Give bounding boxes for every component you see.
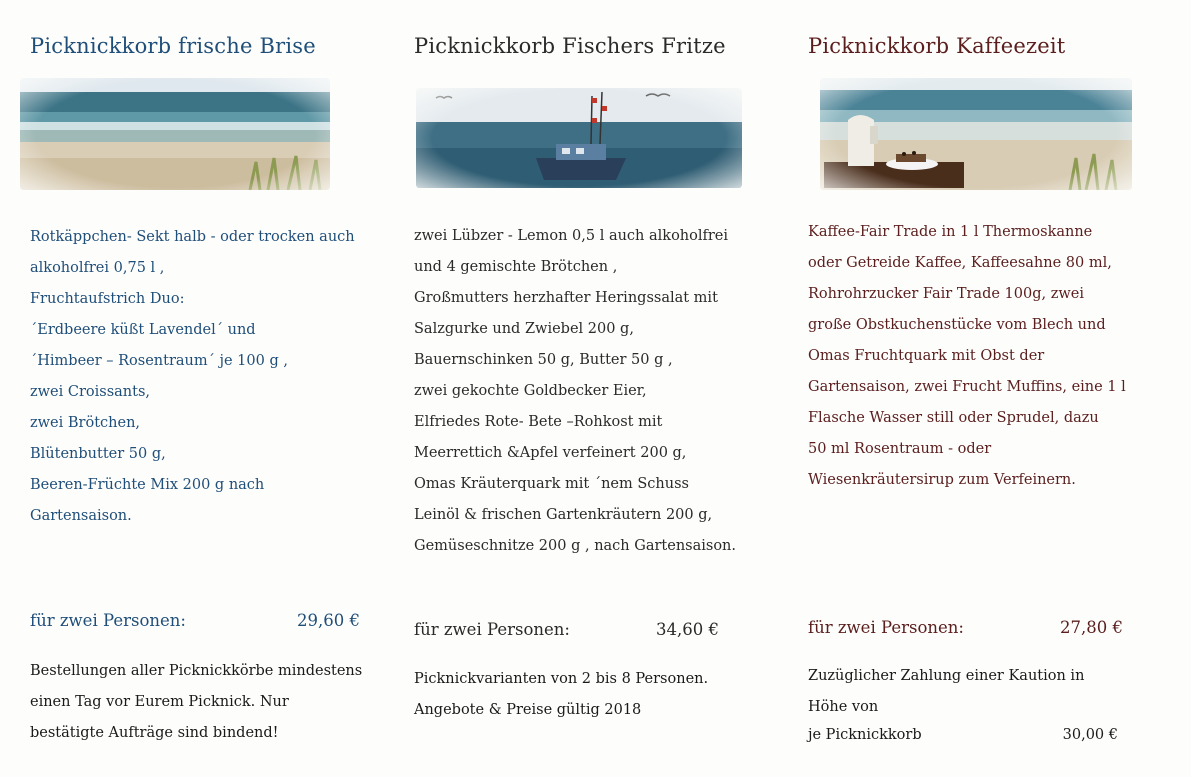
list-item: Elfriedes Rote- Bete –Rohkost mit <box>414 414 663 430</box>
list-item: ´Erdbeere küßt Lavendel´ und <box>30 322 256 338</box>
list-item: Rohrohrzucker Fair Trade 100g, zwei <box>808 286 1084 302</box>
list-item: zwei gekochte Goldbecker Eier, <box>414 383 647 399</box>
list-item: Gemüseschnitze 200 g , nach Gartensaison. <box>414 538 737 554</box>
basket-items <box>414 225 736 566</box>
list-item: Fruchtaufstrich Duo: <box>30 291 185 307</box>
note-line: Bestellungen aller Picknickkörbe mindestens <box>30 663 363 679</box>
price-label: für zwei Personen: <box>30 611 186 630</box>
deposit-note <box>808 665 1084 727</box>
deposit-label: je Picknickkorb <box>808 727 922 743</box>
note-line: Zuzüglicher Zahlung einer Kaution in <box>808 668 1085 684</box>
list-item: Meerrettich &Apfel verfeinert 200 g, <box>414 445 687 461</box>
list-item: oder Getreide Kaffee, Kaffeesahne 80 ml, <box>808 255 1112 271</box>
list-item: Rotkäppchen- Sekt halb - oder trocken auch <box>30 229 355 245</box>
basket-title: Picknickkorb frische Brise <box>30 34 316 58</box>
list-item: zwei Lübzer - Lemon 0,5 l auch alkoholfrei <box>414 228 729 244</box>
price-value: 27,80 € <box>1060 618 1123 637</box>
list-item: zwei Brötchen, <box>30 415 141 431</box>
beach-sea-photo <box>20 78 330 190</box>
list-item: Omas Kräuterquark mit ´nem Schuss <box>414 476 689 492</box>
basket-title: Picknickkorb Kaffeezeit <box>808 34 1066 58</box>
list-item: Blütenbutter 50 g, <box>30 446 166 462</box>
price-label: für zwei Personen: <box>414 620 570 639</box>
list-item: Kaffee-Fair Trade in 1 l Thermoskanne <box>808 224 1093 240</box>
list-item: zwei Croissants, <box>30 384 151 400</box>
list-item: Omas Fruchtquark mit Obst der <box>808 348 1045 364</box>
price-value: 34,60 € <box>656 620 719 639</box>
note-line: bestätigte Aufträge sind bindend! <box>30 725 279 741</box>
note-line: Picknickvarianten von 2 bis 8 Personen. <box>414 671 709 687</box>
fishing-boat-photo <box>416 88 742 188</box>
list-item: Gartensaison, zwei Frucht Muffins, eine 1 l <box>808 379 1126 395</box>
list-item: und 4 gemischte Brötchen , <box>414 259 618 275</box>
list-item: Salzgurke und Zwiebel 200 g, <box>414 321 634 337</box>
note-line: Höhe von <box>808 699 879 715</box>
list-item: Beeren-Früchte Mix 200 g nach <box>30 477 265 493</box>
list-item: ´Himbeer – Rosentraum´ je 100 g , <box>30 353 288 369</box>
basket-title: Picknickkorb Fischers Fritze <box>414 34 726 58</box>
note-line: einen Tag vor Eurem Picknick. Nur <box>30 694 289 710</box>
offer-note <box>414 668 708 730</box>
list-item: Leinöl & frischen Gartenkräutern 200 g, <box>414 507 713 523</box>
list-item: alkoholfrei 0,75 l , <box>30 260 165 276</box>
basket-items <box>30 226 355 536</box>
list-item: Bauernschinken 50 g, Butter 50 g , <box>414 352 673 368</box>
price-label: für zwei Personen: <box>808 618 964 637</box>
list-item: Wiesenkräutersirup zum Verfeinern. <box>808 472 1076 488</box>
basket-items <box>808 221 1126 500</box>
order-note <box>30 660 362 753</box>
deposit-value: 30,00 € <box>1062 727 1118 743</box>
coffee-picnic-photo <box>820 78 1132 190</box>
list-item: 50 ml Rosentraum - oder <box>808 441 992 457</box>
list-item: Gartensaison. <box>30 508 132 524</box>
list-item: Großmutters herzhafter Heringssalat mit <box>414 290 718 306</box>
list-item: Flasche Wasser still oder Sprudel, dazu <box>808 410 1099 426</box>
list-item: große Obstkuchenstücke vom Blech und <box>808 317 1106 333</box>
note-line: Angebote & Preise gültig 2018 <box>414 702 642 718</box>
price-value: 29,60 € <box>297 611 360 630</box>
